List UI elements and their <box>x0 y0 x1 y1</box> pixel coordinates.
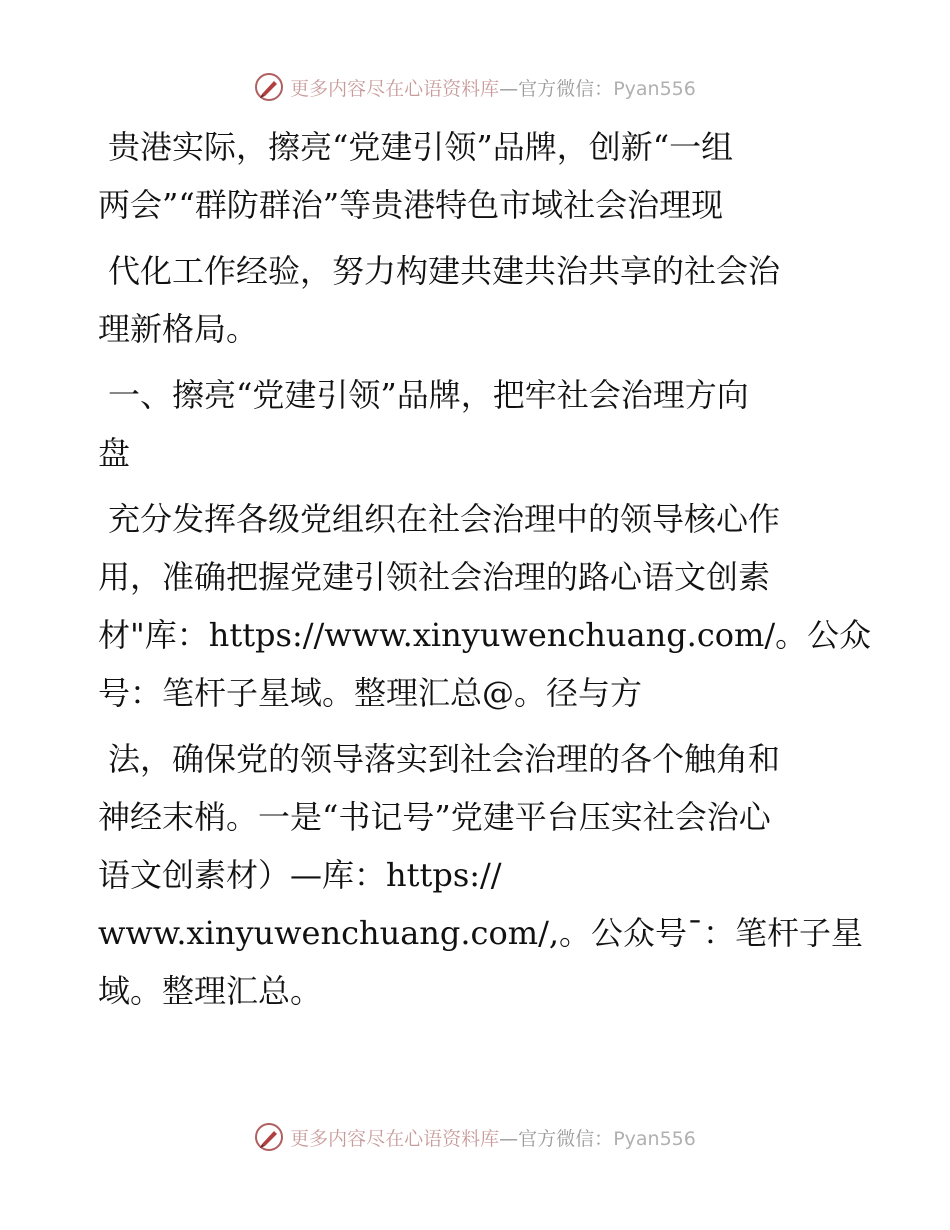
paragraph <box>98 242 858 358</box>
paragraph <box>98 118 858 234</box>
text-line: 盘 <box>98 434 131 472</box>
quill-pen-logo-icon <box>254 1122 284 1152</box>
section-heading <box>98 366 858 482</box>
watermark-separator-text: —官方微信： <box>499 77 614 100</box>
text-line: 域。整理汇总。 <box>98 972 323 1010</box>
text-line: 两会”“群防群治”等贵港特色市域社会治理现 <box>98 186 724 224</box>
text-line: 代化工作经验，努力构建共建共治共享的社会治 <box>108 252 781 290</box>
text-line: 贵港实际，擦亮“党建引领”品牌，创新“一组 <box>108 128 734 166</box>
paragraph <box>98 730 864 1020</box>
header-watermark <box>0 72 950 102</box>
text-line: 一、擦亮“党建引领”品牌，把牢社会治理方向 <box>108 376 749 414</box>
watermark-wechat-id: Pyan556 <box>613 77 696 100</box>
paragraph <box>98 490 872 722</box>
text-line: 充分发挥各级党组织在社会治理中的领导核心作 <box>108 500 781 538</box>
text-line: 用，准确把握党建引领社会治理的路心语文创素 <box>98 558 771 596</box>
text-line: 法，确保党的领导落实到社会治理的各个触角和 <box>108 740 781 778</box>
text-line: 号：笔杆子星域。整理汇总@。径与方 <box>98 674 643 712</box>
watermark-text <box>290 74 696 101</box>
watermark-main-text: 更多内容尽在心语资料库 <box>290 1127 500 1150</box>
text-line: 材"库：https://www.xinyuwenchuang.com/。公众 <box>98 616 872 654</box>
text-line: www.xinyuwenchuang.com/,。公众号¯：笔杆子星 <box>98 914 864 952</box>
footer-watermark <box>0 1122 950 1152</box>
document-body <box>98 118 872 1020</box>
watermark-text <box>290 1124 696 1151</box>
text-line: 神经末梢。一是“书记号”党建平台压实社会治心 <box>98 798 771 836</box>
quill-pen-logo-icon <box>254 72 284 102</box>
watermark-wechat-id: Pyan556 <box>613 1127 696 1150</box>
text-line: 理新格局。 <box>98 310 259 348</box>
watermark-separator-text: —官方微信： <box>499 1127 614 1150</box>
text-line: 语文创素材）—库：https:// <box>98 856 502 894</box>
watermark-main-text: 更多内容尽在心语资料库 <box>290 77 500 100</box>
